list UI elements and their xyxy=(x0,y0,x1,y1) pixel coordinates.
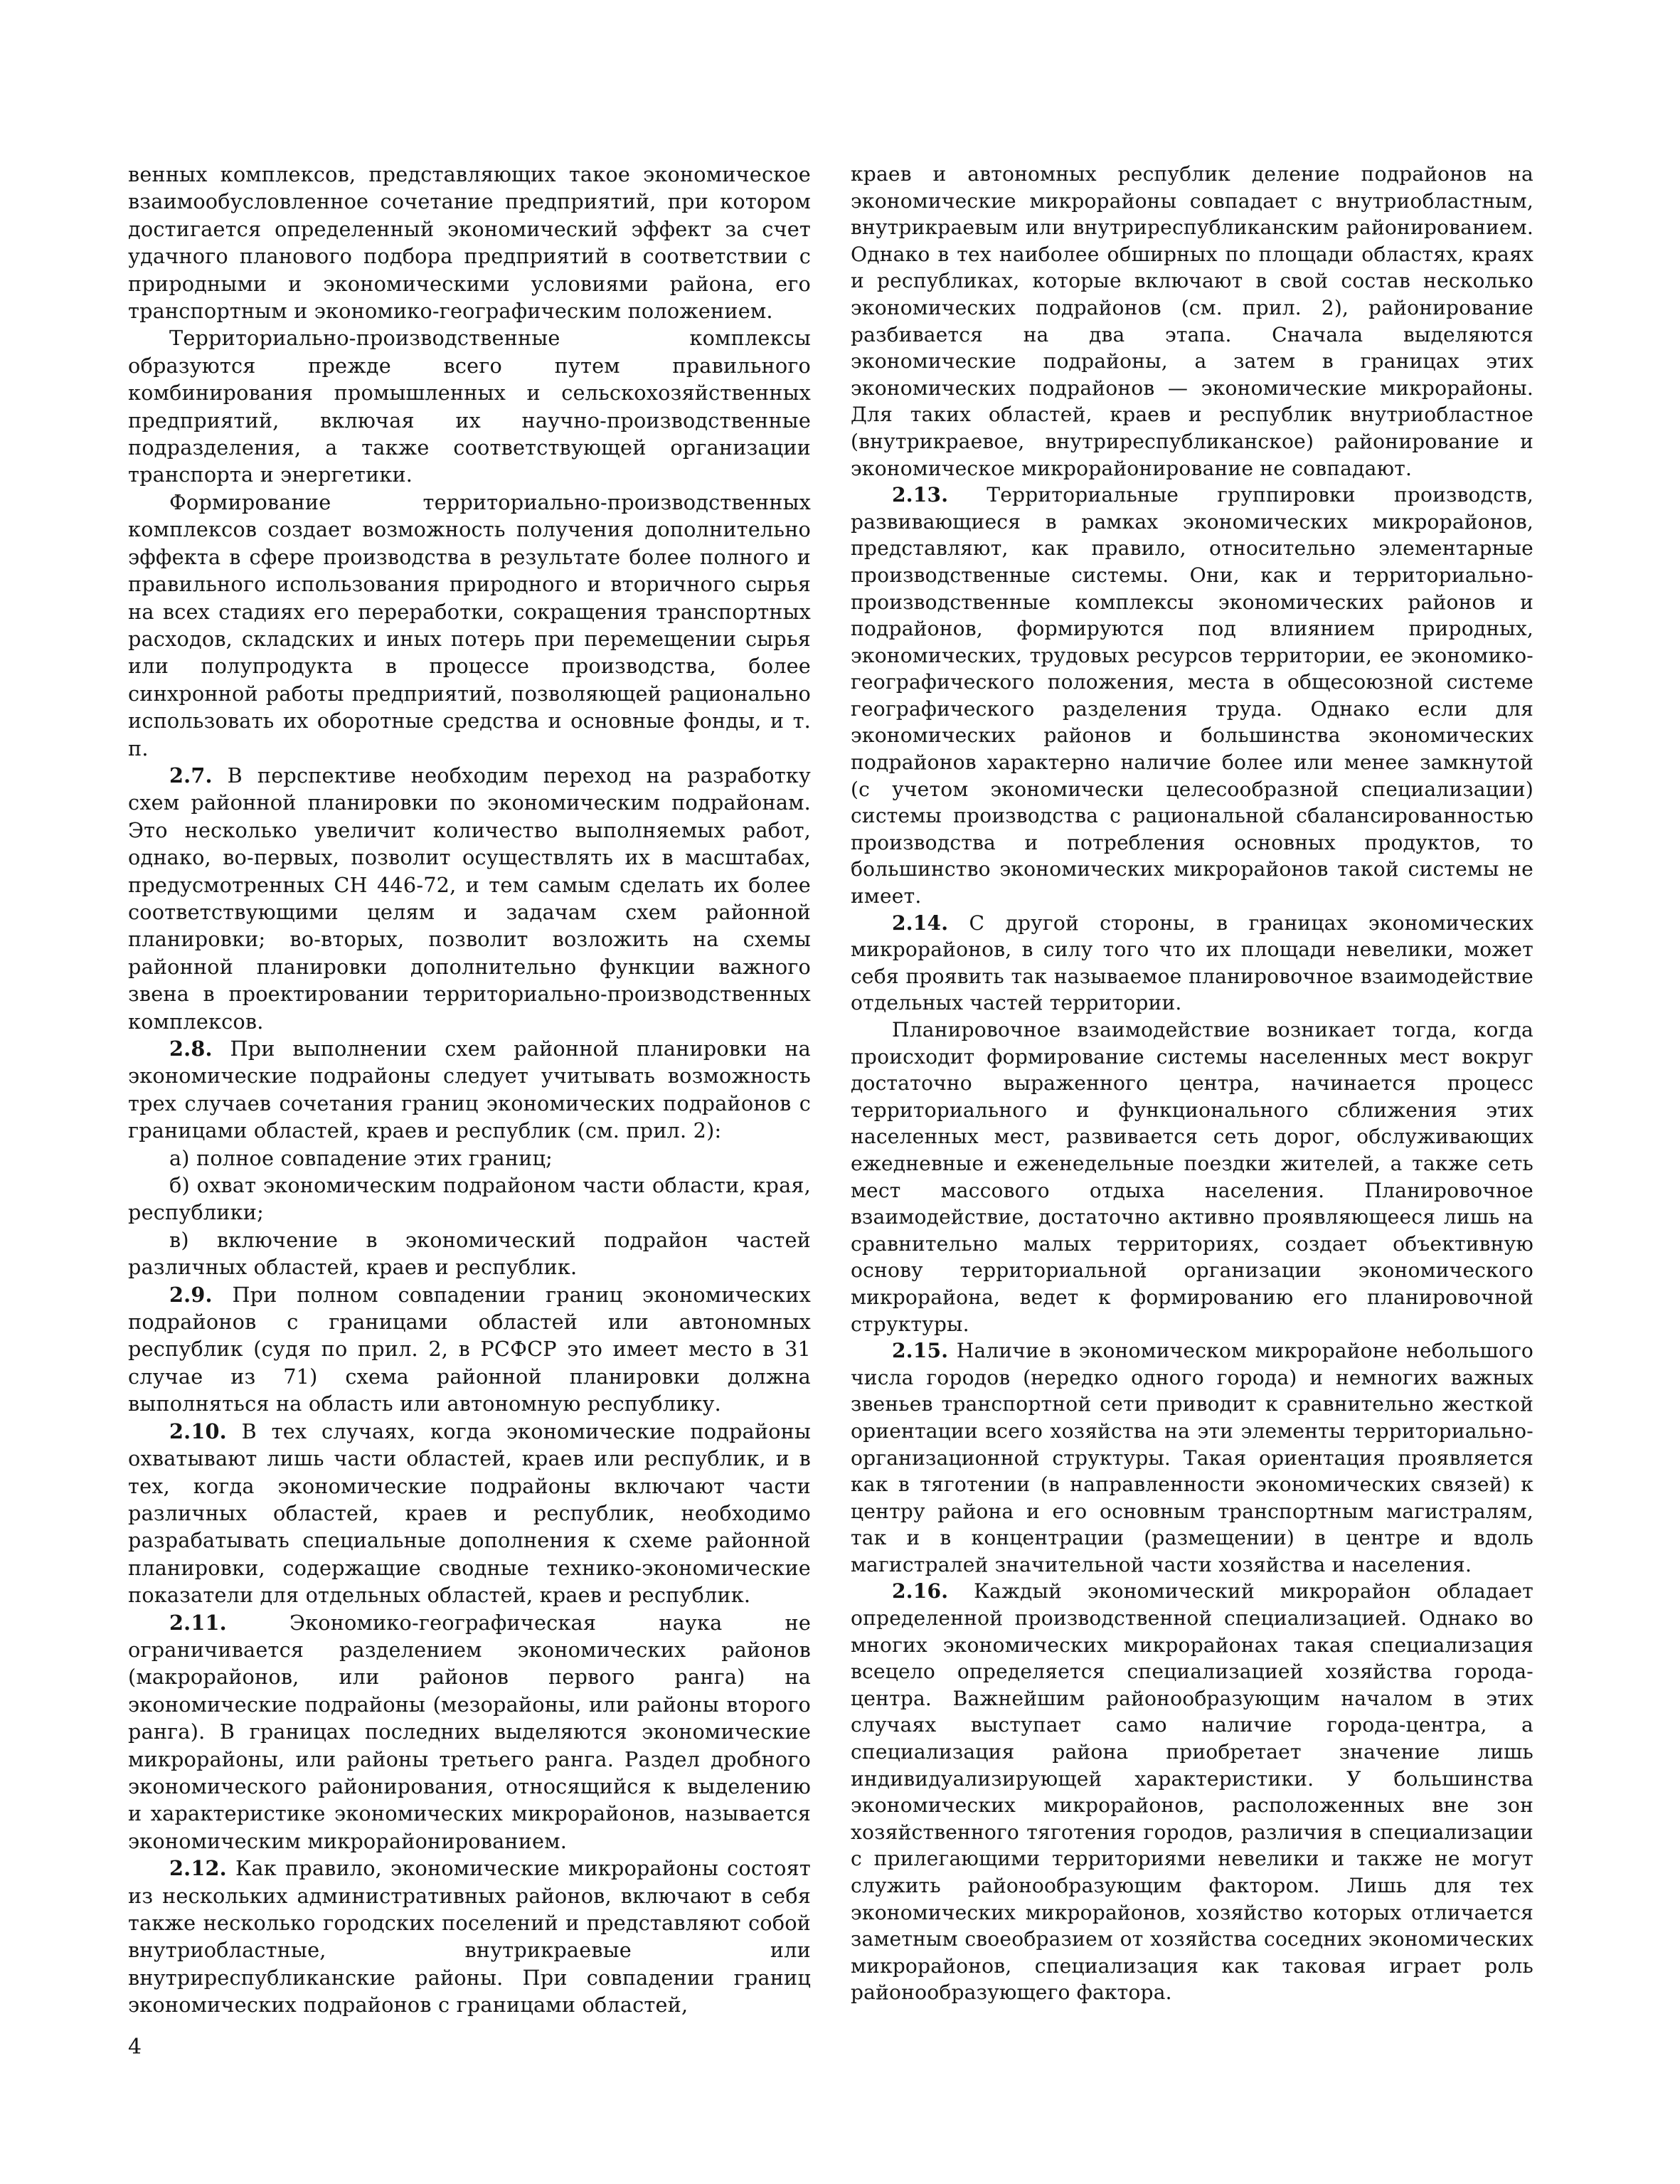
section-2-13: 2.13. Территориальные группировки производств, развивающиеся в рамках экономических микрорайонов, представляют, как правило, относительно элементарные производственные системы. Они, как и территориально-производственные комплексы экономических районов и подрайонов, формируются под влиянием природных, экономических, трудовых ресурсов территории, ее экономико-географического положения, места в общесоюзной системе географического разделения труда. Однако если для экономических районов и большинства экономических подрайонов характерно наличие более или менее замкнутой (с учетом экономически целесообразной специализации) системы производства с рациональной сбалансированностью производства и потребления основных продуктов, то большинство экономических микрорайонов такой системы не имеет. xyxy=(851,483,1533,908)
section-2-11: 2.11. Экономико-географическая наука не ограничивается разделением экономических районов (макрорайонов, или районов первого ранга) на экономические подрайоны (мезорайоны, или районы второго ранга). В границах последних выделяются экономические микрорайоны, или районы третьего ранга. Раздел дробного экономического районирования, относящийся к выделению и характеристике экономических микрорайонов, называется экономическим микрорайонированием. xyxy=(128,1610,812,1853)
page-number: 4 xyxy=(128,2035,142,2060)
list-item-b: б) охват экономическим подрайоном части области, края, республики; xyxy=(128,1173,811,1225)
paragraph: Планировочное взаимодействие возникает тогда, когда происходит формирование системы населенных мест вокруг достаточно выраженного центра, начинается процесс территориального и функционального сближения этих населенных мест, развивается сеть дорог, обслуживающих ежедневные и еженедельные поездки жителей, а также сеть мест массового отдыха населения. Планировочное взаимодействие, достаточно активно проявляющееся лишь на сравнительно малых территориях, создает объективную основу территориальной организации экономического микрорайона, ведет к формированию его планировочной структуры. xyxy=(851,1018,1533,1336)
section-2-10: 2.10. В тех случаях, когда экономические подрайоны охватывают лишь части областей, краев или республик, и в тех, когда экономические подрайоны включают части различных областей, краев и республик, необходимо разрабатывать специальные дополнения к схеме районной планировки, содержащие сводные технико-экономические показатели для отдельных областей, краев и республик. xyxy=(128,1419,811,1608)
section-number: 2.13. xyxy=(892,483,949,507)
section-number: 2.10. xyxy=(169,1419,227,1443)
section-2-9: 2.9. При полном совпадении границ экономических подрайонов с границами областей или автономных республик (судя по прил. 2, в РСФСР это имеет место в 31 случае из 71) схема районной планировки должна выполняться на область или автономную республику. xyxy=(128,1282,811,1416)
section-number: 2.7. xyxy=(169,763,213,788)
section-2-12: 2.12. Как правило, экономические микрорайоны состоят из нескольких административных районов, включают в себя также несколько городских поселений и представляют собой внутриобластные, внутрикраевые или внутриреспубликанские районы. При совпадении границ экономических подрайонов с границами областей, xyxy=(128,1856,811,2018)
right-column xyxy=(851,161,1533,2006)
paragraph-continuation: венных комплексов, представляющих такое экономическое взаимообусловленное сочетание предприятий, при котором достигается определенный экономический эффект за счет удачного планового подбора предприятий в соответствии с природными и экономическими условиями района, его транспортным и экономико-географическим положением. xyxy=(128,162,811,324)
list-item-c: в) включение в экономический подрайон частей различных областей, краев и республик. xyxy=(128,1227,811,1280)
section-number: 2.9. xyxy=(169,1282,213,1307)
paragraph: Формирование территориально-производственных комплексов создает возможность получения дополнительно эффекта в сфере производства в результате более полного и правильного использования природного и вторичного сырья на всех стадиях его переработки, сокращения транспортных расходов, складских и иных потерь при перемещении сырья или полупродукта в процессе производства, более синхронной работы предприятий, позволяющей рационально использовать их оборотные средства и основные фонды, и т. п. xyxy=(128,489,811,760)
section-2-15: 2.15. Наличие в экономическом микрорайоне небольшого числа городов (нередко одного города) и немногих важных звеньев транспортной сети приводит к сравнительно жесткой ориентации всего хозяйства на эти элементы территориально-организационной структуры. Такая ориентация проявляется как в тяготении (в направленности экономических связей) к центру района и его основным транспортным магистралям, так и в концентрации (размещении) в центре и вдоль магистралей значительной части хозяйства и населения. xyxy=(851,1339,1533,1576)
section-2-7: 2.7. В перспективе необходим переход на разработку схем районной планировки по экономическим подрайонам. Это несколько увеличит количество выполняемых работ, однако, во-первых, позволит осуществлять их в масштабах, предусмотренных СН 446-72, и тем самым сделать их более соответствующими целям и задачам схем районной планировки; во-вторых, позволит возложить на схемы районной планировки дополнительно функции важного звена в проектировании территориально-производственных комплексов. xyxy=(128,763,811,1034)
section-number: 2.8. xyxy=(169,1037,213,1061)
section-2-8: 2.8. При выполнении схем районной планировки на экономические подрайоны следует учитывать возможность трех случаев сочетания границ экономических подрайонов с границами областей, краев и республик (см. прил. 2): xyxy=(128,1037,811,1143)
section-number: 2.12. xyxy=(169,1856,227,1881)
left-column xyxy=(128,161,811,2019)
paragraph: Территориально-производственные комплексы образуются прежде всего путем правильного комбинирования промышленных и сельскохозяйственных предприятий, включая их научно-производственные подразделения, а также соответствующей организации транспорта и энергетики. xyxy=(128,326,811,487)
section-number: 2.14. xyxy=(892,911,949,935)
section-2-16: 2.16. Каждый экономический микрорайон обладает определенной производственной специализацией. Однако во многих экономических микрорайонах такая специализация всецело определяется специализацией хозяйства города-центра. Важнейшим районообразующим началом в этих случаях выступает само наличие города-центра, а специализация района приобретает значение лишь индивидуализирующей характеристики. У большинства экономических микрорайонов, расположенных вне зон хозяйственного тяготения городов, различия в специализации с прилегающими территориями невелики и также не могут служить районообразующим фактором. Лишь для тех экономических микрорайонов, хозяйство которых отличается заметным своеобразием от хозяйства соседних экономических микрорайонов, специализация как таковая играет роль районообразующего фактора. xyxy=(851,1579,1533,2005)
paragraph-continuation: краев и автономных республик деление подрайонов на экономические микрорайоны совпадает с внутриобластным, внутрикраевым или внутриреспубликанским районированием. Однако в тех наиболее обширных по площади областях, краях и республиках, которые включают в свой состав несколько экономических подрайонов (см. прил. 2), районирование разбивается на два этапа. Сначала выделяются экономические подрайоны, а затем в границах этих экономических подрайонов — экономические микрорайоны. Для таких областей, краев и республик внутриобластное (внутрикраевое, внутриреспубликанское) районирование и экономическое микрорайонирование не совпадают. xyxy=(851,162,1533,480)
section-number: 2.15. xyxy=(892,1339,949,1363)
list-item-a: а) полное совпадение этих границ; xyxy=(169,1145,553,1170)
section-number: 2.16. xyxy=(892,1579,949,1603)
section-2-14: 2.14. С другой стороны, в границах экономических микрорайонов, в силу того что их площади невелики, может себя проявить так называемое планировочное взаимодействие отдельных частей территории. xyxy=(851,911,1533,1015)
section-number: 2.11. xyxy=(169,1610,227,1635)
